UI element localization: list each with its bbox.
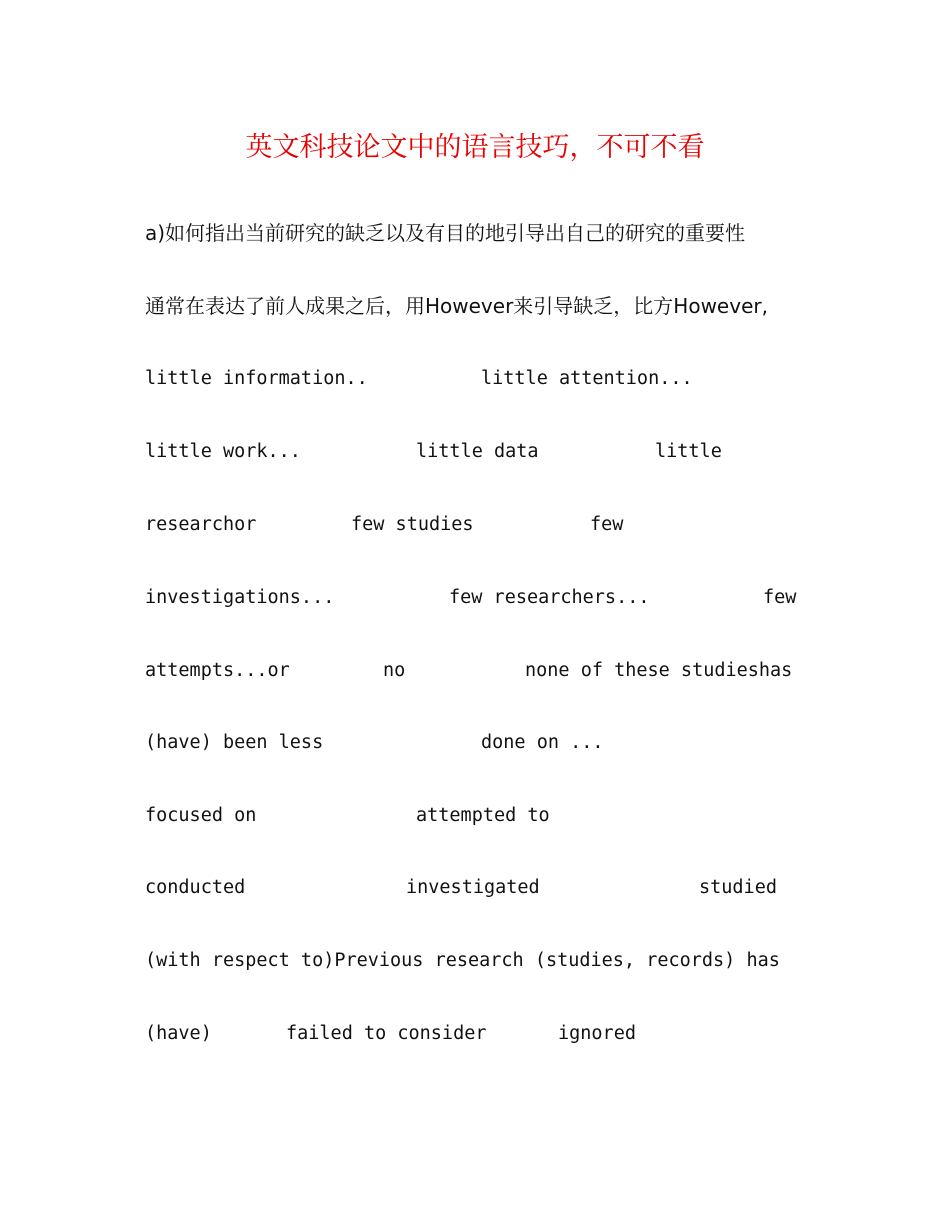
- phrase: studied: [699, 877, 777, 898]
- phrase: none of these studieshas: [525, 660, 793, 681]
- text-line-10: [145, 1019, 825, 1049]
- text-line-6: [145, 728, 825, 758]
- section-heading-a: [145, 218, 825, 248]
- text-line-1: [145, 364, 825, 394]
- text-line-5: [145, 656, 825, 686]
- phrase: little: [655, 441, 722, 462]
- text-line-9: [145, 946, 825, 976]
- phrase: attempted to: [416, 805, 550, 826]
- page-title: 英文科技论文中的语言技巧，不可不看: [245, 132, 705, 163]
- phrase: done on ...: [481, 732, 604, 753]
- text-line-3: [145, 510, 825, 540]
- phrase: ignored: [558, 1023, 636, 1044]
- text-line-4: [145, 583, 825, 613]
- phrase: few researchers...: [449, 587, 650, 608]
- phrase: focused on: [145, 805, 257, 826]
- phrase: few: [763, 587, 797, 608]
- text-line-2: [145, 437, 825, 467]
- phrase: investigated: [406, 877, 540, 898]
- phrase: few studies: [351, 514, 474, 535]
- phrase: little attention...: [481, 368, 693, 389]
- intro-text: 通常在表达了前人成果之后，用However来引导缺乏，比方However,: [145, 294, 768, 318]
- phrase: no: [383, 660, 406, 681]
- text-line-7: [145, 801, 825, 831]
- phrase: conducted: [145, 877, 246, 898]
- phrase: researchor: [145, 514, 257, 535]
- phrase: (with respect to)Previous research (studies, records) has: [145, 950, 780, 971]
- text-line-8: [145, 873, 825, 903]
- phrase: few: [590, 514, 624, 535]
- phrase: (have) been less: [145, 732, 324, 753]
- phrase: attempts...or: [145, 660, 290, 681]
- phrase: (have): [145, 1023, 212, 1044]
- intro-line: [145, 291, 825, 321]
- phrase: investigations...: [145, 587, 335, 608]
- phrase: little work...: [145, 441, 301, 462]
- heading-a-text: a)如何指出当前研究的缺乏以及有目的地引导出自己的研究的重要性: [145, 221, 746, 245]
- phrase: little data: [416, 441, 539, 462]
- phrase: little information..: [145, 368, 368, 389]
- phrase: failed to consider: [286, 1023, 487, 1044]
